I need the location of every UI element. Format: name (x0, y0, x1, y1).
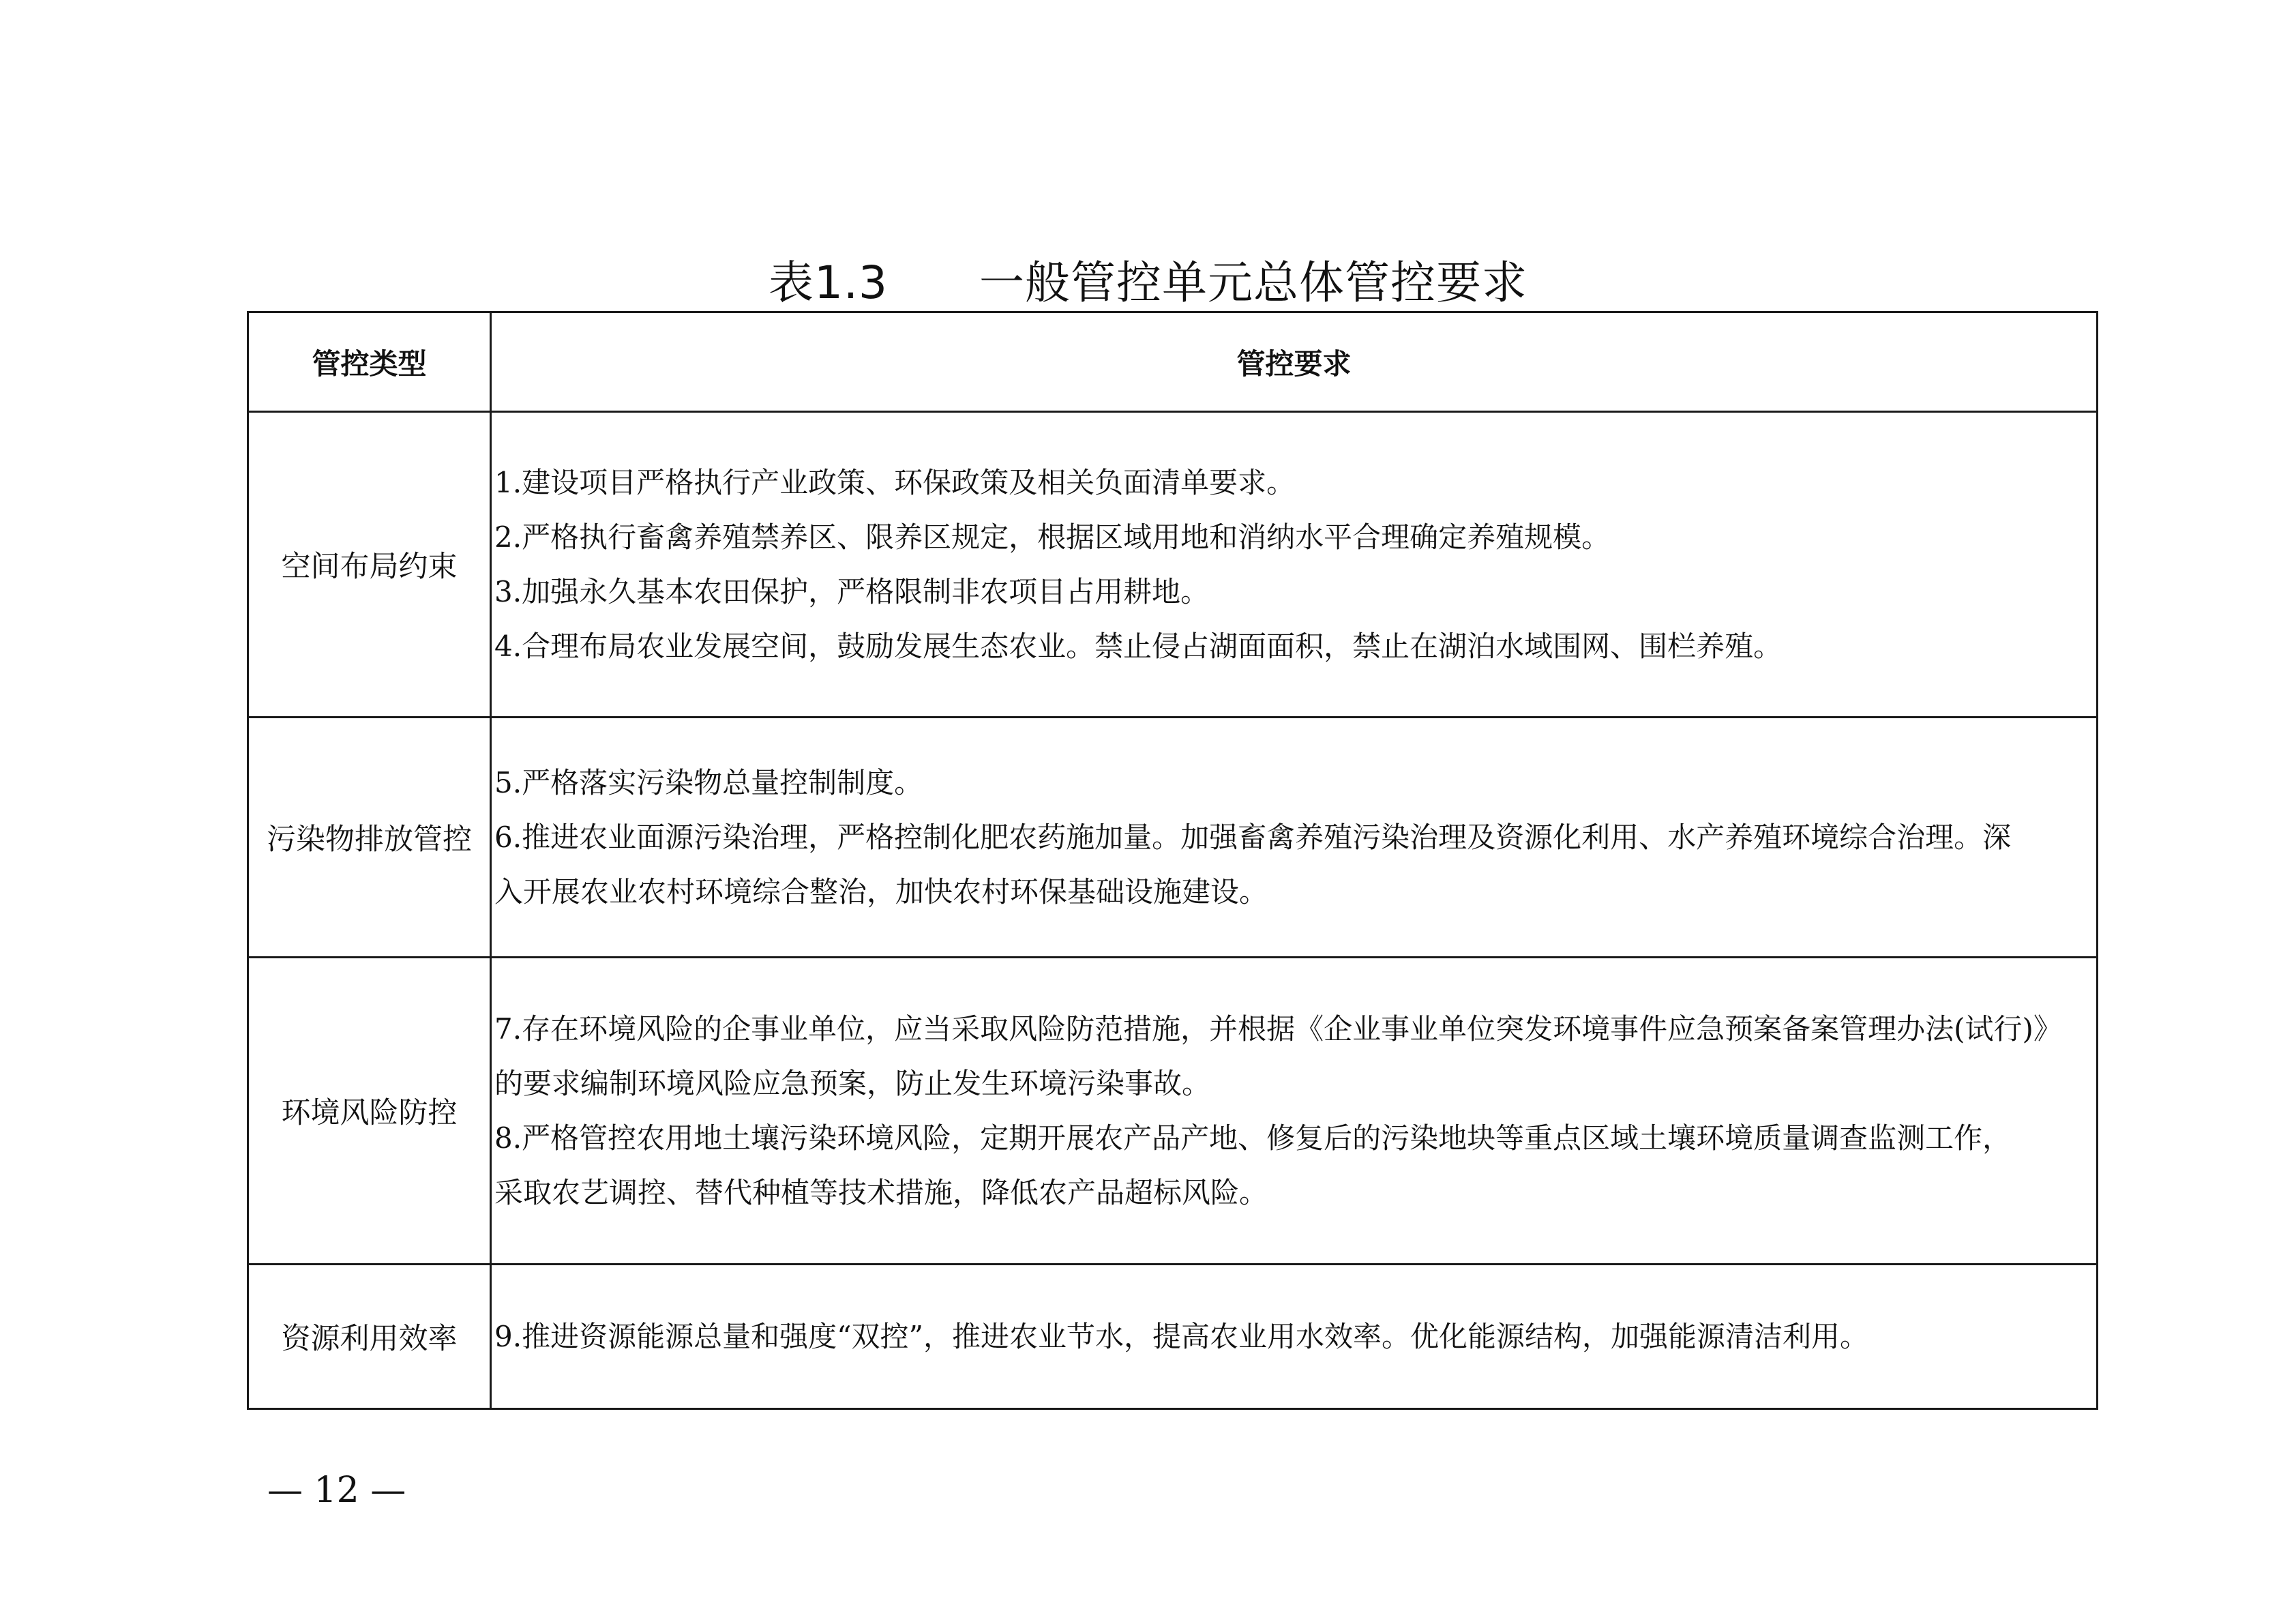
requirement-line: 9.推进资源能源总量和强度“双控”，推进农业节水，提高农业用水效率。优化能源结构，加强能源清洁利用。 (494, 1319, 1869, 1353)
table-header-row (248, 312, 2098, 412)
requirement-line: 4.合理布局农业发展空间，鼓励发展生态农业。禁止侵占湖面面积，禁止在湖泊水域围网、围栏养殖。 (494, 629, 1783, 663)
requirement-line: 5.严格落实污染物总量控制制度。 (494, 765, 923, 799)
control-requirements-table (247, 311, 2098, 1410)
table-row (248, 958, 2098, 1265)
requirement-line: 的要求编制环境风险应急预案，防止发生环境污染事故。 (494, 1066, 1211, 1100)
row-requirements-environmental-risk (491, 958, 2098, 1265)
requirement-line: 7.存在环境风险的企事业单位，应当采取风险防范措施，并根据《企业事业单位突发环境事件应急预案备案管理办法(试行)》 (494, 1012, 2062, 1046)
table-row (248, 1265, 2098, 1409)
row-requirements-spatial-layout (491, 412, 2098, 718)
row-type-resource-efficiency: 资源利用效率 (248, 1265, 491, 1409)
requirement-line: 1.建设项目严格执行产业政策、环保政策及相关负面清单要求。 (494, 465, 1296, 499)
table-title: 表1.3 一般管控单元总体管控要求 (769, 256, 1527, 309)
row-requirements-pollutant-emission (491, 718, 2098, 958)
row-type-pollutant-emission: 污染物排放管控 (248, 718, 491, 958)
requirement-line: 采取农艺调控、替代种植等技术措施，降低农产品超标风险。 (494, 1175, 1268, 1209)
header-control-type: 管控类型 (248, 312, 491, 412)
requirement-line: 6.推进农业面源污染治理，严格控制化肥农药施加量。加强畜禽养殖污染治理及资源化利用、水产养殖环境综合治理。深 (494, 820, 2012, 854)
requirement-line: 3.加强永久基本农田保护，严格限制非农项目占用耕地。 (494, 574, 1210, 608)
header-control-requirement: 管控要求 (491, 312, 2098, 412)
row-requirements-resource-efficiency (491, 1265, 2098, 1409)
row-type-spatial-layout: 空间布局约束 (248, 412, 491, 718)
page-number: — 12 — (267, 1470, 406, 1511)
table-row (248, 412, 2098, 718)
requirement-line: 入开展农业农村环境综合整治，加快农村环保基础设施建设。 (494, 874, 1268, 909)
row-type-environmental-risk: 环境风险防控 (248, 958, 491, 1265)
requirement-line: 2.严格执行畜禽养殖禁养区、限养区规定，根据区域用地和消纳水平合理确定养殖规模。 (494, 520, 1611, 554)
requirement-line: 8.严格管控农用地土壤污染环境风险，定期开展农产品产地、修复后的污染地块等重点区域土壤环境质量调查监测工作， (494, 1121, 2012, 1155)
table-row (248, 718, 2098, 958)
